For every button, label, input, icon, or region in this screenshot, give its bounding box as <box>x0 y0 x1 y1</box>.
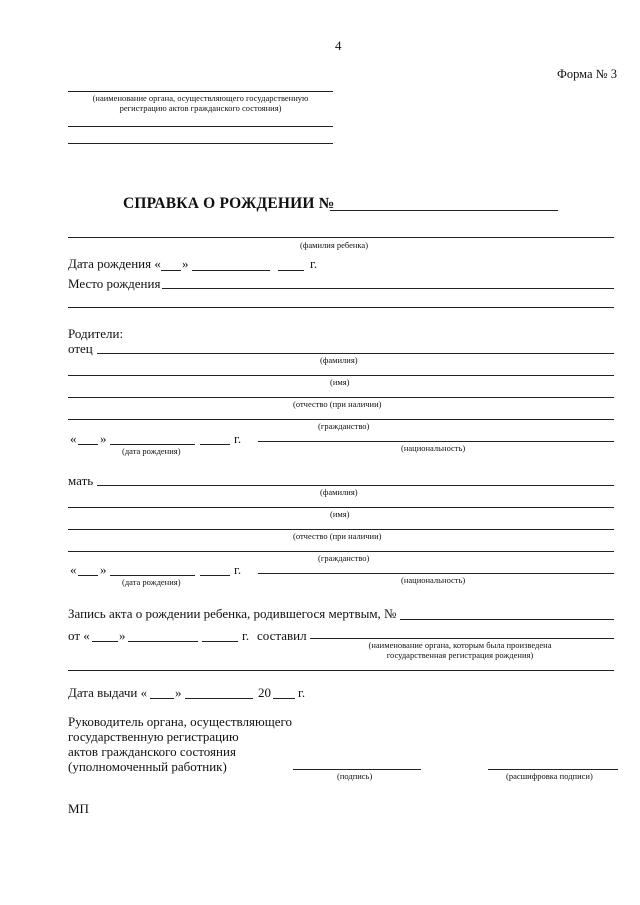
record-year-field[interactable] <box>202 641 238 642</box>
mother-birth-day-field[interactable] <box>78 575 98 576</box>
organ-caption: (наименование органа, осуществляющего государственную регистрацию актов гражданского состояния) <box>92 93 309 113</box>
father-label: отец <box>68 341 93 356</box>
father-birth-day-field[interactable] <box>78 444 98 445</box>
record-organ-field-2[interactable] <box>68 670 614 671</box>
record-day-field[interactable] <box>92 641 118 642</box>
father-birth-month-field[interactable] <box>110 444 195 445</box>
head-block: Руководитель органа, осуществляющего государственную регистрацию актов гражданского состояния (уполномоченный работник) <box>68 714 292 774</box>
issue-year-field[interactable] <box>273 698 295 699</box>
record-month-field[interactable] <box>128 641 198 642</box>
father-patronymic-field[interactable] <box>68 397 614 398</box>
form-label: Форма № 3 <box>557 67 617 81</box>
signature-caption: (подпись) <box>337 771 373 781</box>
signature-decode-field[interactable] <box>488 769 618 770</box>
mother-patronymic-field[interactable] <box>68 529 614 530</box>
issue-day-field[interactable] <box>150 698 174 699</box>
signature-field[interactable] <box>293 769 421 770</box>
birth-place-field-2[interactable] <box>68 307 614 308</box>
birth-month-field[interactable] <box>192 270 270 271</box>
record-label: Запись акта о рождении ребенка, родившегося мертвым, № <box>68 606 397 621</box>
mother-label: мать <box>68 473 94 488</box>
father-surname-field[interactable] <box>97 353 614 354</box>
birth-year-field[interactable] <box>278 270 304 271</box>
organ-name-field-3[interactable] <box>68 143 333 144</box>
mother-surname-field[interactable] <box>97 485 614 486</box>
page-number: 4 <box>335 38 342 53</box>
record-number-field[interactable] <box>400 619 614 620</box>
organ-name-field[interactable] <box>68 91 333 92</box>
issue-date-label: Дата выдачи « <box>68 685 148 700</box>
mother-birth-year-field[interactable] <box>200 575 230 576</box>
organ-name-field-2[interactable] <box>68 126 333 127</box>
signature-decode-caption: (расшифровка подписи) <box>506 771 593 781</box>
record-organ-field[interactable] <box>310 638 614 639</box>
father-birth-year-field[interactable] <box>200 444 230 445</box>
child-surname-field[interactable] <box>68 237 614 238</box>
mother-birth-month-field[interactable] <box>110 575 195 576</box>
child-surname-caption: (фамилия ребенка) <box>300 240 369 250</box>
birth-day-field[interactable] <box>161 270 181 271</box>
father-citizenship-field[interactable] <box>68 419 614 420</box>
father-name-field[interactable] <box>68 375 614 376</box>
mother-nationality-field[interactable] <box>258 573 614 574</box>
birth-place-field[interactable] <box>162 288 614 289</box>
record-organ-caption: (наименование органа, которым была произведена государственная регистрация рождения) <box>368 640 552 660</box>
birth-date-label: Дата рождения « <box>68 256 161 271</box>
certificate-number-field[interactable] <box>330 210 558 211</box>
stamp-label: МП <box>68 801 89 816</box>
parents-label: Родители: <box>68 326 124 341</box>
father-nationality-field[interactable] <box>258 441 614 442</box>
mother-citizenship-field[interactable] <box>68 551 614 552</box>
mother-name-field[interactable] <box>68 507 614 508</box>
issue-month-field[interactable] <box>185 698 253 699</box>
birth-place-label: Место рождения <box>68 276 161 291</box>
page-title: СПРАВКА О РОЖДЕНИИ № <box>123 195 335 212</box>
